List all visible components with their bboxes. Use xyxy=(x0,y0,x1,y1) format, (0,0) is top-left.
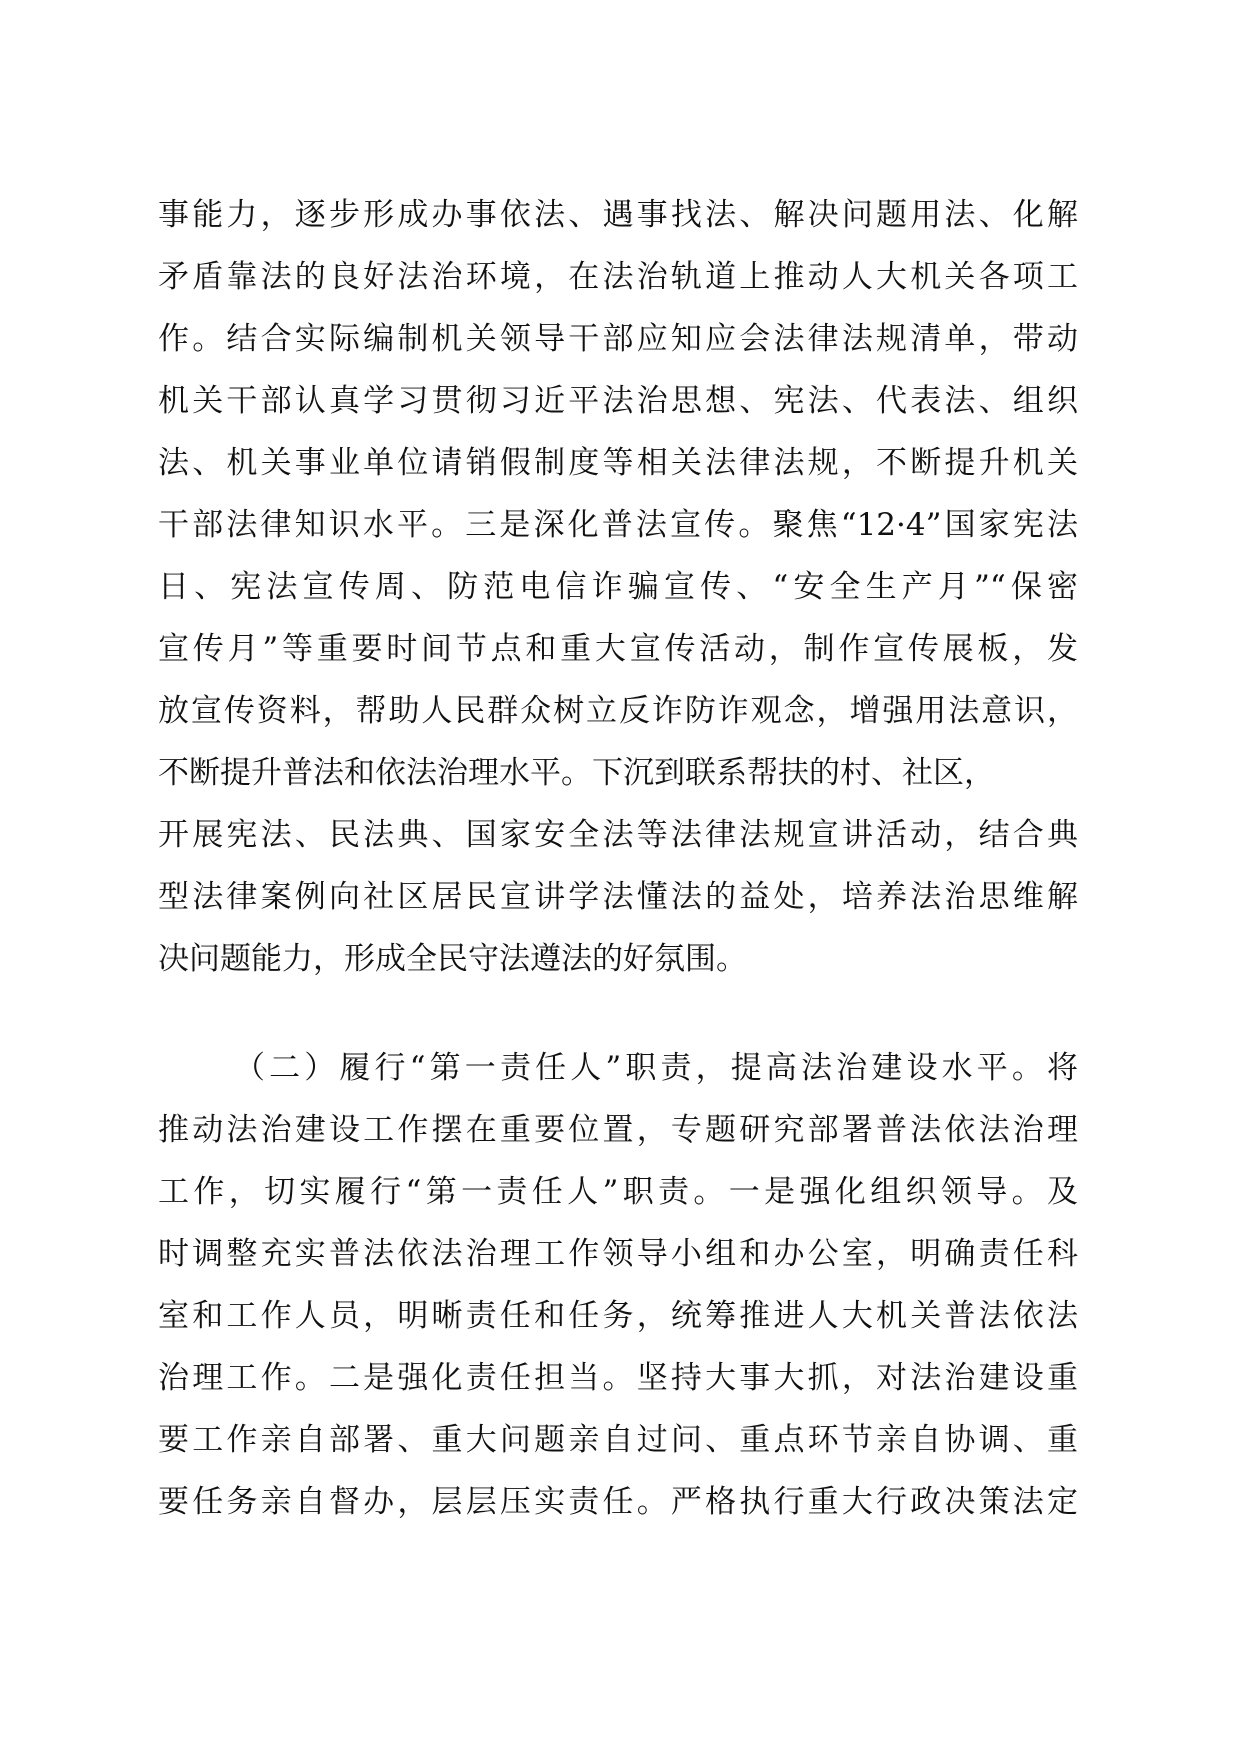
paragraph-line: 宣传月”等重要时间节点和重大宣传活动，制作宣传展板，发 xyxy=(158,631,1078,667)
paragraph-line: 作。结合实际编制机关领导干部应知应会法律法规清单，带动 xyxy=(158,321,1078,357)
paragraph-line: 不断提升普法和依法治理水平。下沉到联系帮扶的村、社区， xyxy=(158,755,995,791)
section-heading-line: （二）履行“第一责任人”职责，提高法治建设水平。将 xyxy=(234,1050,1078,1086)
paragraph-line: 放宣传资料，帮助人民群众树立反诈防诈观念，增强用法意识， xyxy=(158,693,1078,729)
paragraph-1 xyxy=(158,184,1078,990)
paragraph-line: 工作，切实履行“第一责任人”职责。一是强化组织领导。及 xyxy=(158,1174,1078,1210)
paragraph-line: 要工作亲自部署、重大问题亲自过问、重点环节亲自协调、重 xyxy=(158,1422,1078,1458)
paragraph-line: 时调整充实普法依法治理工作领导小组和办公室，明确责任科 xyxy=(158,1236,1078,1272)
paragraph-line: 事能力，逐步形成办事依法、遇事找法、解决问题用法、化解 xyxy=(158,197,1078,233)
paragraph-line: 法、机关事业单位请销假制度等相关法律法规，不断提升机关 xyxy=(158,445,1078,481)
paragraph-line: 日、宪法宣传周、防范电信诈骗宣传、“安全生产月”“保密 xyxy=(158,569,1078,605)
paragraph-line: 决问题能力，形成全民守法遵法的好氛围。 xyxy=(158,941,747,977)
paragraph-line: 干部法律知识水平。三是深化普法宣传。聚焦“12·4”国家宪法 xyxy=(158,507,1078,543)
paragraph-line: 要任务亲自督办，层层压实责任。严格执行重大行政决策法定 xyxy=(158,1484,1078,1520)
paragraph-line: 型法律案例向社区居民宣讲学法懂法的益处，培养法治思维解 xyxy=(158,879,1078,915)
paragraph-2 xyxy=(158,1037,1078,1533)
paragraph-line: 推动法治建设工作摆在重要位置，专题研究部署普法依法治理 xyxy=(158,1112,1078,1148)
paragraph-line: 矛盾靠法的良好法治环境，在法治轨道上推动人大机关各项工 xyxy=(158,259,1078,295)
paragraph-line: 室和工作人员，明晰责任和任务，统筹推进人大机关普法依法 xyxy=(158,1298,1078,1334)
paragraph-line: 治理工作。二是强化责任担当。坚持大事大抓，对法治建设重 xyxy=(158,1360,1078,1396)
paragraph-line: 机关干部认真学习贯彻习近平法治思想、宪法、代表法、组织 xyxy=(158,383,1078,419)
paragraph-line: 开展宪法、民法典、国家安全法等法律法规宣讲活动，结合典 xyxy=(158,817,1078,853)
